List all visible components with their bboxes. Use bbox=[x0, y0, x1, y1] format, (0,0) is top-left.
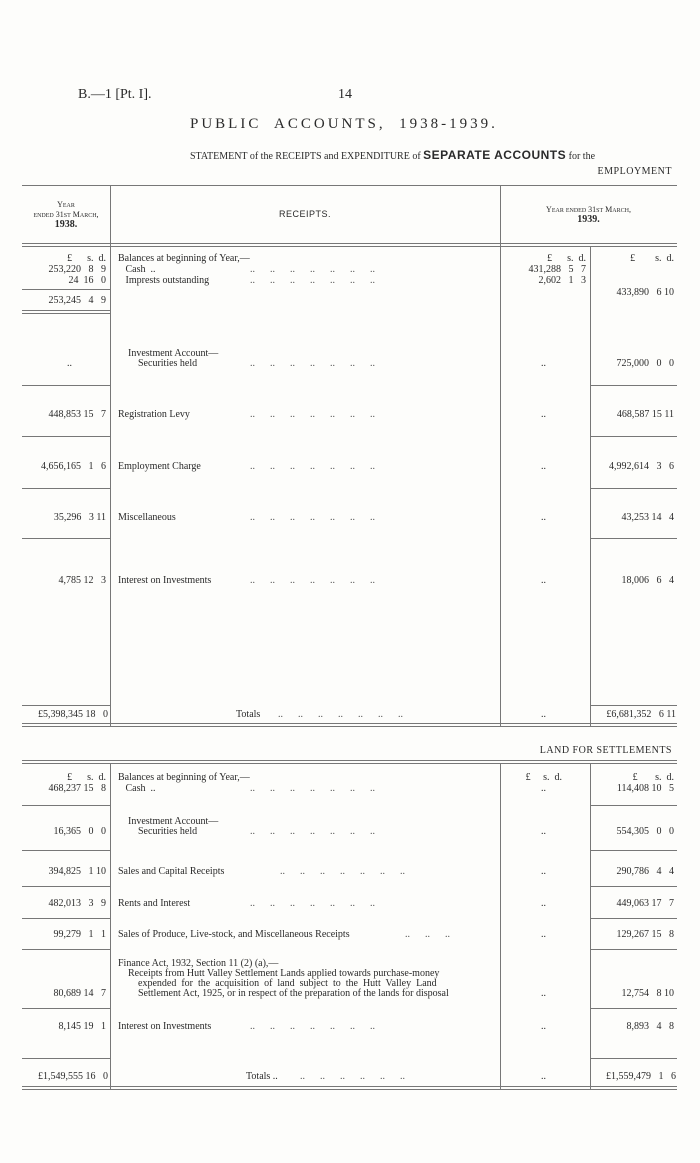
emp-imprests-leader: .. .. .. .. .. .. .. bbox=[250, 275, 375, 286]
land-invest-sub: .. bbox=[541, 826, 546, 837]
statement-suffix: for the bbox=[568, 151, 596, 162]
emp-currency-cur: £ s. d. bbox=[630, 253, 674, 264]
land-rents-cur: 449,063 17 7 bbox=[616, 898, 674, 909]
land-cash-cur: 114,408 10 5 bbox=[616, 783, 674, 794]
emp-balances-cur-total: 433,890 6 10 bbox=[616, 287, 674, 298]
land-produce-prev: 99,279 1 1 bbox=[53, 929, 106, 940]
land-currency-sub: £ s. d. bbox=[525, 772, 562, 783]
land-sales-prev: 394,825 1 10 bbox=[48, 866, 106, 877]
emp-interest-cur: 18,006 6 4 bbox=[621, 575, 674, 586]
page-number: 14 bbox=[338, 87, 352, 102]
emp-cash-sub: 431,288 5 7 bbox=[528, 264, 586, 275]
emp-levy-leader: .. .. .. .. .. .. .. bbox=[250, 409, 375, 420]
emp-imprests-sub: 2,602 1 3 bbox=[538, 275, 586, 286]
header-prev-line1: Year bbox=[57, 200, 75, 209]
emp-charge-sub: .. bbox=[541, 461, 546, 472]
emp-imprests-label: Imprests outstanding bbox=[118, 275, 210, 286]
emp-interest-leader: .. .. .. .. .. .. .. bbox=[250, 575, 375, 586]
emp-levy-cur: 468,587 15 11 bbox=[616, 409, 674, 420]
emp-charge-cur: 4,992,614 3 6 bbox=[609, 461, 674, 472]
land-interest-cur: 8,893 4 8 bbox=[626, 1021, 674, 1032]
land-finance-cur: 12,754 8 10 bbox=[621, 988, 674, 999]
emp-currency-prev: £ s. d. bbox=[67, 253, 106, 264]
emp-balances-label: Balances at beginning of Year,— bbox=[118, 253, 250, 264]
land-totals-prev: £1,549,555 16 0 bbox=[38, 1071, 108, 1082]
emp-imprests-prev: 24 16 0 bbox=[68, 275, 106, 286]
emp-totals-cur: £6,681,352 6 11 bbox=[606, 709, 676, 720]
land-finance-line4: Settlement Act, 1925, or in respect of the preparation of the lands for disposal bbox=[138, 988, 449, 999]
emp-cash-leader: .. .. .. .. .. .. .. bbox=[250, 264, 375, 275]
header-cur-line1: Year ended 31st March, bbox=[546, 205, 631, 214]
land-totals-cur: £1,559,479 1 6 bbox=[606, 1071, 676, 1082]
header-prev-year bbox=[22, 200, 110, 230]
land-produce-cur: 129,267 15 8 bbox=[616, 929, 674, 940]
land-totals-leader: .. .. .. .. .. .. bbox=[300, 1071, 405, 1082]
land-produce-leader: .. .. .. bbox=[405, 929, 450, 940]
emp-cash-label: Cash .. bbox=[118, 264, 156, 275]
emp-levy-prev: 448,853 15 7 bbox=[48, 409, 106, 420]
land-rents-prev: 482,013 3 9 bbox=[48, 898, 106, 909]
land-sales-leader: .. .. .. .. .. .. .. bbox=[280, 866, 405, 877]
land-produce-label: Sales of Produce, Live-stock, and Miscellaneous Receipts bbox=[118, 929, 350, 940]
emp-levy-label: Registration Levy bbox=[118, 409, 190, 420]
emp-balances-prev-total: 253,245 4 9 bbox=[48, 295, 106, 306]
emp-levy-sub: .. bbox=[541, 409, 546, 420]
land-rents-label: Rents and Interest bbox=[118, 898, 191, 909]
land-interest-label: Interest on Investments bbox=[118, 1021, 212, 1032]
emp-totals-label: Totals bbox=[236, 709, 261, 720]
land-currency-cur: £ s. d. bbox=[632, 772, 674, 783]
emp-interest-prev: 4,785 12 3 bbox=[58, 575, 106, 586]
emp-totals-leader: .. .. .. .. .. .. .. bbox=[278, 709, 403, 720]
emp-invest-cur: 725,000 0 0 bbox=[616, 358, 674, 369]
emp-invest-leader: .. .. .. .. .. .. .. bbox=[250, 358, 375, 369]
land-finance-sub: .. bbox=[541, 988, 546, 999]
land-cash-prev: 468,237 15 8 bbox=[48, 783, 106, 794]
land-finance-line1: Finance Act, 1932, Section 11 (2) (a),— bbox=[118, 958, 279, 969]
page-title: PUBLIC ACCOUNTS, 1938-1939. bbox=[190, 116, 498, 132]
land-currency-prev: £ s. d. bbox=[67, 772, 106, 783]
land-interest-prev: 8,145 19 1 bbox=[58, 1021, 106, 1032]
statement-prefix: STATEMENT of the RECEIPTS and EXPENDITURE of bbox=[190, 151, 421, 162]
header-prev-line2: ended 31st March, bbox=[33, 210, 99, 219]
header-receipts: RECEIPTS. bbox=[278, 209, 331, 219]
emp-misc-sub: .. bbox=[541, 512, 546, 523]
land-invest-label2: Securities held bbox=[138, 826, 198, 837]
emp-misc-leader: .. .. .. .. .. .. .. bbox=[250, 512, 375, 523]
land-sales-label: Sales and Capital Receipts bbox=[118, 866, 225, 877]
emp-currency-sub: £ s. d. bbox=[547, 253, 586, 264]
land-rents-leader: .. .. .. .. .. .. .. bbox=[250, 898, 375, 909]
emp-invest-sub: .. bbox=[541, 358, 546, 369]
emp-misc-prev: 35,296 3 11 bbox=[53, 512, 106, 523]
emp-cash-prev: 253,220 8 9 bbox=[48, 264, 106, 275]
land-totals-sub: .. bbox=[541, 1071, 546, 1082]
land-invest-prev: 16,365 0 0 bbox=[53, 826, 106, 837]
land-finance-line2: Receipts from Hutt Valley Settlement Lands applied towards purchase-money bbox=[128, 968, 440, 979]
report-reference: B.—1 [Pt. I]. bbox=[78, 87, 152, 102]
emp-charge-prev: 4,656,165 1 6 bbox=[41, 461, 106, 472]
emp-invest-label: Investment Account— bbox=[128, 348, 219, 359]
land-balances-label: Balances at beginning of Year,— bbox=[118, 772, 250, 783]
land-invest-label: Investment Account— bbox=[128, 816, 219, 827]
land-cash-leader: .. .. .. .. .. .. .. bbox=[250, 783, 375, 794]
land-finance-line3: expended for the acquisition of land subject to the Hutt Valley Land bbox=[138, 978, 437, 989]
land-interest-sub: .. bbox=[541, 1021, 546, 1032]
statement-title bbox=[190, 148, 595, 162]
section-employment-title: EMPLOYMENT bbox=[597, 166, 672, 177]
emp-interest-sub: .. bbox=[541, 575, 546, 586]
land-produce-sub: .. bbox=[541, 929, 546, 940]
emp-charge-label: Employment Charge bbox=[118, 461, 201, 472]
emp-invest-label2: Securities held bbox=[138, 358, 198, 369]
land-invest-cur: 554,305 0 0 bbox=[616, 826, 674, 837]
emp-charge-leader: .. .. .. .. .. .. .. bbox=[250, 461, 375, 472]
land-interest-leader: .. .. .. .. .. .. .. bbox=[250, 1021, 375, 1032]
header-cur-year-value: 1939. bbox=[577, 214, 600, 225]
land-sales-cur: 290,786 4 4 bbox=[616, 866, 674, 877]
header-cur-year bbox=[500, 205, 677, 225]
emp-misc-cur: 43,253 14 4 bbox=[621, 512, 674, 523]
emp-misc-label: Miscellaneous bbox=[118, 512, 176, 523]
land-totals-label: Totals .. bbox=[246, 1071, 278, 1082]
statement-bold: SEPARATE ACCOUNTS bbox=[423, 148, 567, 162]
emp-interest-label: Interest on Investments bbox=[118, 575, 212, 586]
emp-totals-sub: .. bbox=[541, 709, 546, 720]
land-rents-sub: .. bbox=[541, 898, 546, 909]
land-cash-sub: .. bbox=[541, 783, 546, 794]
emp-totals-prev: £5,398,345 18 0 bbox=[38, 709, 108, 720]
land-finance-prev: 80,689 14 7 bbox=[53, 988, 106, 999]
section-land-title: LAND FOR SETTLEMENTS bbox=[539, 745, 672, 756]
header-prev-year-value: 1938. bbox=[54, 219, 78, 230]
emp-invest-prev: .. bbox=[67, 358, 72, 369]
land-invest-leader: .. .. .. .. .. .. .. bbox=[250, 826, 375, 837]
land-sales-sub: .. bbox=[541, 866, 546, 877]
land-cash-label: Cash .. bbox=[118, 783, 156, 794]
